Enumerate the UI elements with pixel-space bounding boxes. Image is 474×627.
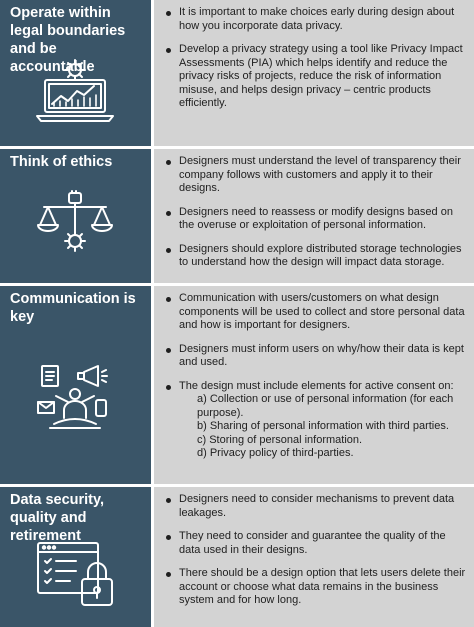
row-heading: Communication is key	[10, 291, 136, 325]
row-header-cell	[0, 286, 151, 484]
consent-item: c) Storing of personal information.	[197, 433, 363, 446]
row-data-security	[0, 487, 474, 627]
laptop-gear-chart-icon	[32, 58, 118, 124]
consent-item: b) Sharing of personal information with third parties.	[197, 420, 449, 432]
row-header-cell	[0, 0, 151, 146]
bullet-item: Designers must understand the level of transparency their company follows with customers and apply it to their designs.	[166, 155, 466, 196]
bullet-item: They need to consider and guarantee the quality of the data used in their designs.	[166, 530, 466, 557]
bullet-item: Develop a privacy strategy using a tool like Privacy Impact Assessments (PIA) which helps identify and reduce the privacy risks of projects, reduce the risk of information misuse, and helps design privacy – centric products efficiently.	[166, 43, 466, 111]
bullet-list	[166, 493, 466, 608]
bullet-item: Designers should explore distributed storage technologies to understand how the design will impact data storage.	[166, 243, 466, 270]
bullet-list	[166, 6, 466, 111]
bullet-item: Communication with users/customers on what design components will be used to collect and store personal data and how is important for designers.	[166, 292, 466, 333]
row-content-cell	[154, 286, 474, 484]
bullet-list	[166, 292, 466, 461]
bullet-list	[166, 155, 466, 270]
bullet-item-consent	[166, 380, 466, 461]
consent-item: d) Privacy policy of third-parties.	[197, 447, 354, 459]
row-legal-boundaries	[0, 0, 474, 146]
scales-gear-icon	[32, 189, 118, 255]
bullet-item: Designers must inform users on why/how their data is kept and used.	[166, 343, 466, 370]
row-heading: Operate within legal boundaries and be accountable	[10, 5, 126, 75]
row-communication	[0, 286, 474, 484]
row-header-cell	[0, 487, 151, 627]
bullet-item: There should be a design option that lets users delete their account or choose what data remains in the business system and for how long.	[166, 567, 466, 608]
bullet-item: Designers need to reassess or modify designs based on the overuse or exploitation of personal information.	[166, 206, 466, 233]
consent-intro: The design must include elements for active consent on:	[179, 379, 454, 392]
row-ethics	[0, 149, 474, 283]
row-header-cell	[0, 149, 151, 283]
bullet-item: It is important to make choices early during design about how you incorporate data privacy.	[166, 6, 466, 33]
bullet-item: Designers need to consider mechanisms to prevent data leakages.	[166, 493, 466, 520]
row-heading: Data security, quality and retirement	[10, 492, 105, 544]
browser-checklist-lock-icon	[32, 539, 118, 611]
row-content-cell	[154, 149, 474, 283]
row-content-cell	[154, 0, 474, 146]
person-communication-icon	[32, 362, 118, 434]
row-heading: Think of ethics	[10, 154, 113, 170]
row-content-cell	[154, 487, 474, 627]
consent-item: a) Collection or use of personal information (for each purpose).	[197, 393, 454, 419]
